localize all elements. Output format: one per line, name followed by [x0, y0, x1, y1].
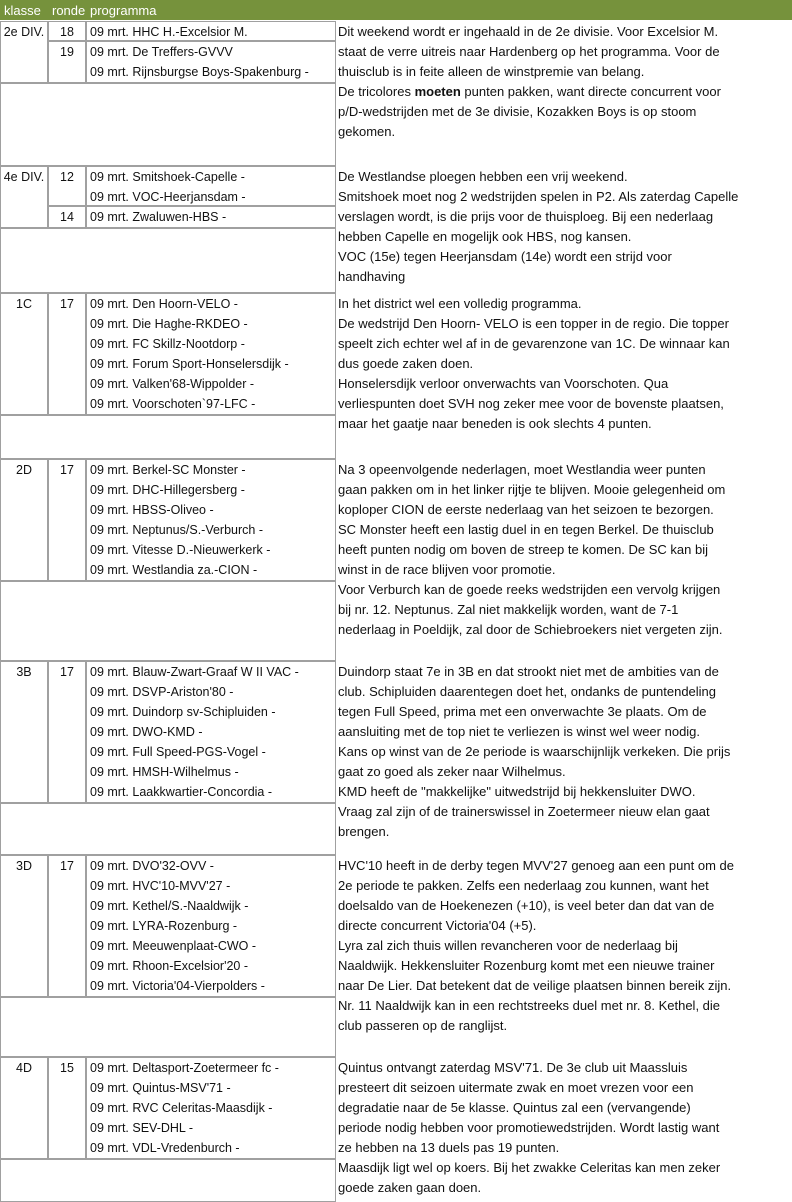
- match-line: 09 mrt. Valken'68-Wippolder -: [90, 377, 255, 391]
- commentary-line: HVC'10 heeft in de derby tegen MVV'27 genoeg aan een punt om de: [338, 858, 734, 873]
- commentary-line: nederlaag in Poeldijk, zal door de Schiebroekers niet vergeten zijn.: [338, 622, 723, 637]
- match-line: 09 mrt. Den Hoorn-VELO -: [90, 297, 238, 311]
- header-klasse: klasse: [0, 0, 48, 20]
- commentary-text: punten pakken, want directe concurrent voor: [460, 84, 721, 99]
- match-line: 09 mrt. Meeuwenplaat-CWO -: [90, 939, 257, 953]
- commentary-line: p/D-wedstrijden met de 3e divisie, Kozakken Boys is op stoom: [338, 104, 697, 119]
- commentary-line: Lyra zal zich thuis willen revancheren voor de nederlaag bij: [338, 938, 678, 953]
- match-line: 09 mrt. Victoria'04-Vierpolders -: [90, 979, 265, 993]
- ronde-cell: 15: [48, 1057, 86, 1159]
- commentary-line: verslagen wordt, is die prijs voor de thuisploeg. Bij een nederlaag: [338, 209, 714, 224]
- match-line: 09 mrt. Deltasport-Zoetermeer fc -: [90, 1061, 279, 1075]
- match-line: 09 mrt. LYRA-Rozenburg -: [90, 919, 238, 933]
- commentary-line: club. Schipluiden daarentegen doet het, ondanks de puntendeling: [338, 684, 717, 699]
- commentary-line: [338, 82, 792, 102]
- commentary-line: Na 3 opeenvolgende nederlagen, moet Westlandia weer punten: [338, 462, 706, 477]
- commentary-line: VOC (15e) tegen Heerjansdam (14e) wordt een strijd voor: [338, 249, 672, 264]
- programma-cell: [86, 459, 336, 581]
- commentary-line: naar De Lier. Dat betekent dat de veilige plaatsen binnen bereik zijn.: [338, 978, 732, 993]
- programma-cell: [86, 206, 336, 228]
- empty-cell: [0, 803, 336, 855]
- match-line: 09 mrt. Kethel/S.-Naaldwijk -: [90, 899, 249, 913]
- commentary-line: presteert dit seizoen uitermate zwak en moet vrezen voor een: [338, 1080, 694, 1095]
- ronde-cell: 12: [48, 166, 86, 206]
- match-line: 09 mrt. VOC-Heerjansdam -: [90, 190, 246, 204]
- commentary-line: Naaldwijk. Hekkensluiter Rozenburg komt met een nieuwe trainer: [338, 958, 715, 973]
- commentary-line: Vraag zal zijn of de trainerswissel in Zoetermeer nieuw elan gaat: [338, 804, 710, 819]
- commentary-emphasis: moeten: [414, 84, 461, 99]
- match-line: 09 mrt. RVC Celeritas-Maasdijk -: [90, 1101, 273, 1115]
- match-line: 09 mrt. Zwaluwen-HBS -: [90, 210, 227, 224]
- commentary-line: heeft punten nodig om boven de streep te komen. De SC kan bij: [338, 542, 709, 557]
- commentary-line: winst in de race blijven voor promotie.: [338, 562, 556, 577]
- match-line: 09 mrt. Rhoon-Excelsior'20 -: [90, 959, 249, 973]
- match-line: 09 mrt. DVO'32-OVV -: [90, 859, 214, 873]
- commentary-line: KMD heeft de "makkelijke" uitwedstrijd bij hekkensluiter DWO.: [338, 784, 696, 799]
- commentary-text: De tricolores: [338, 84, 415, 99]
- ronde-cell: 14: [48, 206, 86, 228]
- commentary-line: Maasdijk ligt wel op koers. Bij het zwakke Celeritas kan men zeker: [338, 1160, 721, 1175]
- klasse-cell: 1C: [0, 293, 48, 415]
- match-line: 09 mrt. HHC H.-Excelsior M.: [90, 25, 248, 39]
- commentary-line: Kans op winst van de 2e periode is waarschijnlijk verkeken. Die prijs: [338, 744, 731, 759]
- match-line: 09 mrt. Die Haghe-RKDEO -: [90, 317, 248, 331]
- match-line: 09 mrt. DSVP-Ariston'80 -: [90, 685, 234, 699]
- commentary-line: Duindorp staat 7e in 3B en dat strookt niet met de ambities van de: [338, 664, 719, 679]
- programma-cell: [86, 855, 336, 997]
- match-line: 09 mrt. FC Skillz-Nootdorp -: [90, 337, 245, 351]
- commentary-line: thuisclub is in feite alleen de winstpremie van belang.: [338, 64, 645, 79]
- programma-cell: [86, 293, 336, 415]
- match-line: 09 mrt. HBSS-Oliveo -: [90, 503, 214, 517]
- empty-cell: [0, 1159, 336, 1202]
- commentary-line: gaat zo goed als zeker naar Wilhelmus.: [338, 764, 566, 779]
- match-line: 09 mrt. Vitesse D.-Nieuwerkerk -: [90, 543, 271, 557]
- commentary-line: periode nodig hebben voor promotiewedstrijden. Wordt lastig want: [338, 1120, 720, 1135]
- commentary-line: gaan pakken om in het linker rijtje te blijven. Mooie gelegenheid om: [338, 482, 726, 497]
- ronde-cell: 17: [48, 293, 86, 415]
- programma-cell: [86, 166, 336, 206]
- match-line: 09 mrt. HMSH-Wilhelmus -: [90, 765, 239, 779]
- match-line: 09 mrt. Westlandia za.-CION -: [90, 563, 258, 577]
- header-programma: programma: [86, 0, 792, 20]
- commentary-line: doelsaldo van de Hoekenezen (+10), is veel beter dan dat van de: [338, 898, 715, 913]
- match-line: 09 mrt. VDL-Vredenburch -: [90, 1141, 240, 1155]
- commentary-line: speelt zich echter wel af in de gevarenzone van 1C. De winnaar kan: [338, 336, 730, 351]
- match-line: 09 mrt. Voorschoten`97-LFC -: [90, 397, 256, 411]
- commentary-line: goede zaken gaan doen.: [338, 1180, 482, 1195]
- empty-cell: [0, 83, 336, 166]
- commentary-line: verliespunten doet SVH nog zeker mee voor de bovenste plaatsen,: [338, 396, 724, 411]
- commentary-line: tegen Full Speed, prima met een onverwachte 3e plaats. Om de: [338, 704, 707, 719]
- match-line: 09 mrt. De Treffers-GVVV: [90, 45, 233, 59]
- commentary-line: SC Monster heeft een lastig duel in en tegen Berkel. De thuisclub: [338, 522, 714, 537]
- commentary-line: degradatie naar de 5e klasse. Quintus zal een (vervangende): [338, 1100, 691, 1115]
- programma-cell: [86, 41, 336, 83]
- match-line: 09 mrt. Quintus-MSV'71 -: [90, 1081, 231, 1095]
- match-line: 09 mrt. SEV-DHL -: [90, 1121, 194, 1135]
- empty-cell: [0, 415, 336, 459]
- commentary-line: De Westlandse ploegen hebben een vrij weekend.: [338, 169, 628, 184]
- commentary-line: staat de verre uitreis naar Hardenberg op het programma. Voor de: [338, 44, 720, 59]
- programma-cell: [86, 1057, 336, 1159]
- match-line: 09 mrt. Blauw-Zwart-Graaf W II VAC -: [90, 665, 299, 679]
- commentary-line: koploper CION de eerste nederlaag van het seizoen te bezorgen.: [338, 502, 714, 517]
- klasse-cell: 4e DIV.: [0, 166, 48, 228]
- commentary-line: Nr. 11 Naaldwijk kan in een rechtstreeks duel met nr. 8. Kethel, die: [338, 998, 721, 1013]
- klasse-cell: 3B: [0, 661, 48, 803]
- ronde-cell: 17: [48, 661, 86, 803]
- match-line: 09 mrt. Duindorp sv-Schipluiden -: [90, 705, 276, 719]
- commentary-line: Honselersdijk verloor onverwachts van Voorschoten. Qua: [338, 376, 669, 391]
- match-line: 09 mrt. DWO-KMD -: [90, 725, 203, 739]
- commentary-line: De wedstrijd Den Hoorn- VELO is een topper in de regio. Die topper: [338, 316, 729, 331]
- commentary-line: handhaving: [338, 269, 406, 284]
- empty-cell: [0, 581, 336, 661]
- match-line: 09 mrt. Neptunus/S.-Verburch -: [90, 523, 263, 537]
- match-line: 09 mrt. Rijnsburgse Boys-Spakenburg -: [90, 65, 309, 79]
- ronde-cell: 17: [48, 855, 86, 997]
- commentary-line: Smitshoek moet nog 2 wedstrijden spelen in P2. Als zaterdag Capelle: [338, 189, 739, 204]
- ronde-cell: 19: [48, 41, 86, 83]
- programma-cell: [86, 21, 336, 41]
- commentary-line: Voor Verburch kan de goede reeks wedstrijden een vervolg krijgen: [338, 582, 721, 597]
- match-line: 09 mrt. Forum Sport-Honselersdijk -: [90, 357, 289, 371]
- ronde-cell: 17: [48, 459, 86, 581]
- commentary-line: dus goede zaken doen.: [338, 356, 474, 371]
- commentary-line: In het district wel een volledig programma.: [338, 296, 582, 311]
- commentary-line: 2e periode te pakken. Zelfs een nederlaag zou kunnen, want het: [338, 878, 709, 893]
- programma-cell: [86, 661, 336, 803]
- klasse-cell: 3D: [0, 855, 48, 997]
- klasse-cell: 4D: [0, 1057, 48, 1159]
- commentary-line: club passeren op de ranglijst.: [338, 1018, 508, 1033]
- empty-cell: [0, 228, 336, 293]
- commentary-line: bij nr. 12. Neptunus. Zal niet makkelijk worden, want de 7-1: [338, 602, 679, 617]
- header-ronde: ronde: [48, 0, 86, 20]
- commentary-line: directe concurrent Victoria'04 (+5).: [338, 918, 537, 933]
- commentary-line: ze hebben na 13 duels pas 19 punten.: [338, 1140, 560, 1155]
- klasse-cell: 2D: [0, 459, 48, 581]
- commentary-line: gekomen.: [338, 124, 396, 139]
- commentary-line: Dit weekend wordt er ingehaald in de 2e divisie. Voor Excelsior M.: [338, 24, 719, 39]
- ronde-cell: 18: [48, 21, 86, 41]
- commentary-line: aansluiting met de top niet te verliezen is winst wel weer nodig.: [338, 724, 701, 739]
- match-line: 09 mrt. Berkel-SC Monster -: [90, 463, 246, 477]
- empty-cell: [0, 997, 336, 1057]
- commentary-line: Quintus ontvangt zaterdag MSV'71. De 3e club uit Maassluis: [338, 1060, 688, 1075]
- match-line: 09 mrt. Laakkwartier-Concordia -: [90, 785, 273, 799]
- match-line: 09 mrt. Full Speed-PGS-Vogel -: [90, 745, 266, 759]
- commentary-line: hebben Capelle en mogelijk ook HBS, nog kansen.: [338, 229, 632, 244]
- commentary-line: brengen.: [338, 824, 390, 839]
- klasse-cell: 2e DIV.: [0, 21, 48, 83]
- match-line: 09 mrt. DHC-Hillegersberg -: [90, 483, 245, 497]
- match-line: 09 mrt. Smitshoek-Capelle -: [90, 170, 245, 184]
- commentary-line: maar het gaatje naar beneden is ook slechts 4 punten.: [338, 416, 652, 431]
- match-line: 09 mrt. HVC'10-MVV'27 -: [90, 879, 231, 893]
